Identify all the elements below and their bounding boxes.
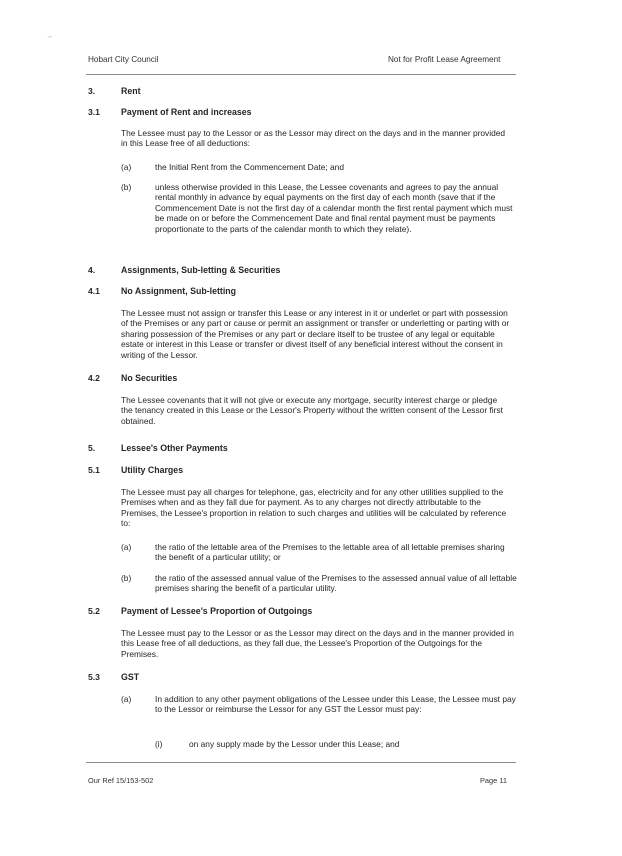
subclause-text: the ratio of the lettable area of the Premises to the lettable area of all lettable premises sharing the benefit of a particular utility; or	[155, 542, 505, 563]
clause-number: 5.2	[88, 606, 100, 616]
clause-paragraph: The Lessee covenants that it will not give or execute any mortgage, security interest charge or pledge the tenancy created in this Lease or the Lessor's Property without the written consent of the Lessor first obtained.	[121, 395, 503, 426]
subclause-label: (a)	[121, 694, 132, 704]
clause-paragraph: The Lessee must pay to the Lessor or as the Lessor may direct on the days and in the manner provided in this Lease free of all deductions:	[121, 128, 506, 149]
subclause-text: In addition to any other payment obligations of the Lessee under this Lease, the Lessee must pay to the Lessor or reimburse the Lessor for any GST the Lessor must pay:	[155, 694, 516, 715]
clause-heading: No Assignment, Sub-letting	[121, 286, 237, 296]
section-heading: Lessee's Other Payments	[121, 443, 228, 453]
clause-number: 5.1	[88, 465, 100, 475]
header-rule	[86, 74, 516, 75]
clause-heading: No Securities	[121, 373, 178, 383]
header-left: Hobart City Council	[88, 55, 159, 64]
footer-rule	[86, 762, 516, 763]
clause-heading: Payment of Lessee's Proportion of Outgoings	[121, 606, 313, 616]
section-heading: Assignments, Sub-letting & Securities	[121, 265, 281, 275]
section-number: 3.	[88, 86, 96, 96]
section-number: 4.	[88, 265, 96, 275]
clause-paragraph: The Lessee must not assign or transfer this Lease or any interest in it or underlet or part with possession of the Premises or any part or cause or permit an assignment or transfer or underletting or parting with or sharing possession of the Premises or any part or declare itself to be trustee of any legal or equitable estate or interest in this Lease or transfer or divest itself of any beneficial interest without the consent in writing of the Lessor.	[121, 308, 510, 360]
scan-speck: ·-	[47, 34, 52, 41]
subclause-label: (b)	[121, 182, 132, 192]
subclause-label: (i)	[155, 739, 163, 749]
subclause-label: (a)	[121, 542, 132, 552]
footer-ref: Our Ref 15/153-502	[88, 776, 154, 785]
subclause-label: (b)	[121, 573, 132, 583]
clause-number: 4.2	[88, 373, 100, 383]
subclause-text: on any supply made by the Lessor under this Lease; and	[189, 739, 400, 749]
clause-heading: GST	[121, 672, 140, 682]
clause-paragraph: The Lessee must pay to the Lessor or as the Lessor may direct on the days and in the manner provided in this Lease free of all deductions, as they fall due, the Lessee's Proportion of the Outgoings for the Premises.	[121, 628, 514, 659]
clause-number: 5.3	[88, 672, 100, 682]
subclause-text: the ratio of the assessed annual value of the Premises to the assessed annual value of all lettable premises sharing the benefit of a particular utility.	[155, 573, 517, 594]
clause-number: 4.1	[88, 286, 100, 296]
section-number: 5.	[88, 443, 96, 453]
header-right: Not for Profit Lease Agreement	[388, 55, 501, 64]
clause-heading: Payment of Rent and increases	[121, 107, 252, 117]
clause-number: 3.1	[88, 107, 100, 117]
subclause-text: unless otherwise provided in this Lease, the Lessee covenants and agrees to pay the annual rental monthly in advance by equal payments on the first day of each month (save that if the Commencement Date is not the first day of a calendar month the first rental payment which must be made on or before the Commencement Date and final rental payment must be payments proportionate to the parts of the calendar month to which they relate).	[155, 182, 513, 234]
footer-page-number: Page 11	[480, 776, 507, 785]
subclause-text: the Initial Rent from the Commencement Date; and	[155, 162, 344, 172]
subclause-label: (a)	[121, 162, 132, 172]
section-heading: Rent	[121, 86, 141, 96]
clause-paragraph: The Lessee must pay all charges for telephone, gas, electricity and for any other utilities supplied to the Premises when and as they fall due for payment. As to any charges not directly attributable to the Premises, the Lessee's proportion in relation to such charges and utilities will be calculated by reference to:	[121, 487, 507, 529]
clause-heading: Utility Charges	[121, 465, 184, 475]
